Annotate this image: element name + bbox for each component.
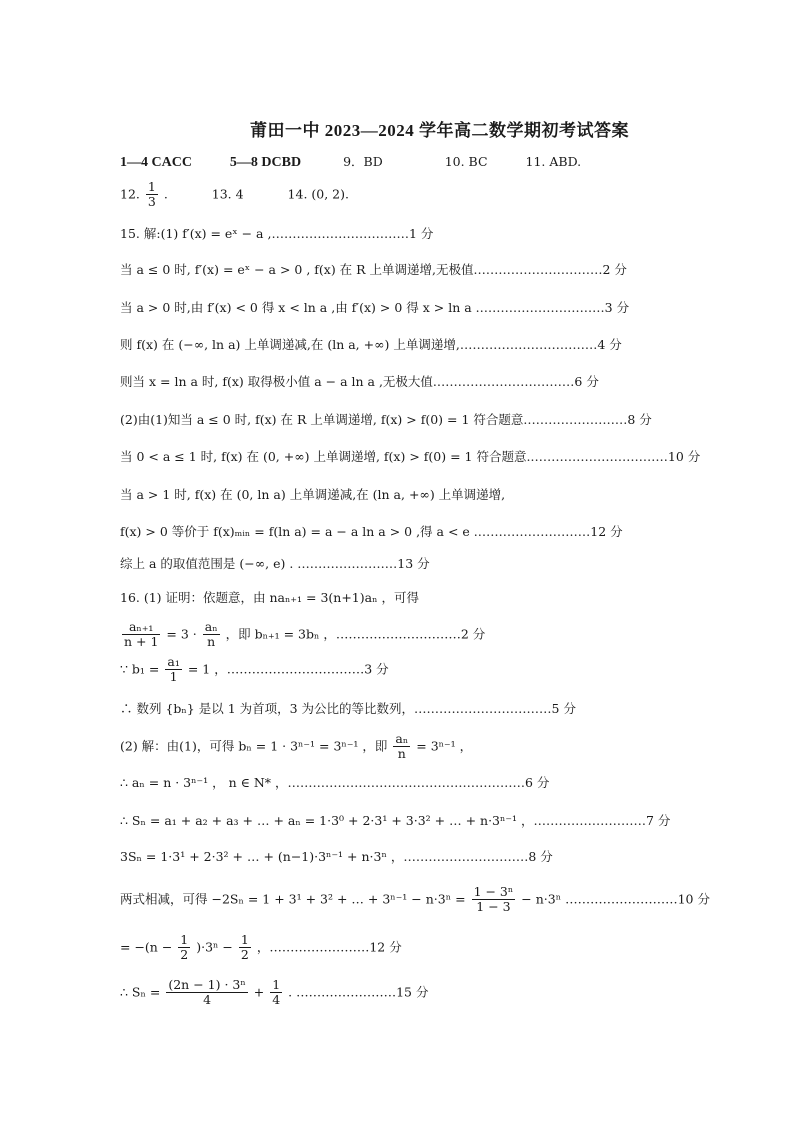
text: . ……………………15 分 [288,984,429,1000]
q16-line-6: ∴ aₙ = n · 3ⁿ⁻¹ ， n ∈ N* ，…………………………………………………6 分 [120,775,550,790]
fraction-denominator: 1 − 3 [476,899,511,915]
answer-12-label: 12. [120,186,140,202]
fraction [270,978,282,1008]
text: + [253,984,265,1000]
q15-line-2: 当 a ≤ 0 时, f′(x) = eˣ − a > 0 , f(x) 在 R 上单调递增,无极值.…………………………2 分 [120,262,627,277]
q16-line-1: 16. (1) 证明：依题意，由 naₙ₊₁ = 3(n+1)aₙ ，可得 [120,590,419,605]
text: )·3ⁿ − [196,939,233,955]
q16-line-2 [120,620,485,650]
fraction-denominator: 2 [180,947,189,963]
text: ，……………………12 分 [256,939,402,955]
q15-line-9: f(x) > 0 等价于 f(x)ₘᵢₙ = f(ln a) = a − a ln a > 0 ,得 a < e .………………………12 分 [120,524,623,539]
answer-12-end: . [163,186,168,202]
q16-line-7: ∴ Sₙ = a₁ + a₂ + a₃ + … + aₙ = 1·3⁰ + 2·3¹ + 3·3² + … + n·3ⁿ⁻¹ ，………………………7 分 [120,813,671,828]
text: − n·3ⁿ ………………………10 分 [521,891,710,907]
q15-line-4: 则 f(x) 在 (−∞, ln a) 上单调递减,在 (ln a, +∞) 上单调递增,……………………………4 分 [120,337,622,352]
text: 两式相减，可得 −2Sₙ = 1 + 3¹ + 3² + … + 3ⁿ⁻¹ − n·3ⁿ = [120,891,466,907]
fraction-denominator: n [207,634,216,650]
fraction [178,933,190,963]
fraction [393,732,410,762]
q16-line-11 [120,978,428,1008]
answers-row-2 [120,180,349,210]
fraction-numerator: 1 − 3ⁿ [473,884,514,899]
q15-line-6: (2)由(1)知当 a ≤ 0 时, f(x) 在 R 上单调递增, f(x) > f(0) = 1 符合题意.……………………8 分 [120,412,652,427]
fraction [122,620,160,650]
fraction-numerator: 1 [240,932,249,947]
text: = 3 · [166,626,197,642]
fraction-numerator: 1 [147,179,156,194]
fraction-denominator: 4 [272,992,281,1008]
q15-line-8: 当 a > 1 时, f(x) 在 (0, ln a) 上单调递减,在 (ln a, +∞) 上单调递增, [120,487,506,502]
fraction-numerator: 1 [180,932,189,947]
fraction-numerator: aₙ [204,619,218,634]
fraction-denominator: n [397,746,406,762]
q16-line-5 [120,732,472,762]
answer-1-4: 1—4 CACC [120,155,192,170]
text: ∴ Sₙ = [120,984,161,1000]
fraction [166,978,247,1008]
text: = 3ⁿ⁻¹ ， [416,738,473,754]
answer-10: 10. BC [444,154,488,169]
q16-line-10 [120,933,402,963]
q16-line-4: ∴ 数列 {bₙ} 是以 1 为首项，3 为公比的等比数列，……………………………5 分 [120,701,576,716]
q15-line-3: 当 a > 0 时,由 f′(x) < 0 得 x < ln a ,由 f′(x) > 0 得 x > ln a .…………………………3 分 [120,300,630,315]
text: ，即 bₙ₊₁ = 3bₙ ，…………………………2 分 [225,626,486,642]
fraction-denominator: 1 [169,669,178,685]
answer-14: 14. (0, 2). [287,186,349,202]
page-title: 莆田一中 2023—2024 学年高二数学期初考试答案 [250,121,629,140]
fraction-denominator: 3 [147,194,156,210]
fraction-numerator: (2n − 1) · 3ⁿ [168,977,246,992]
answer-13: 13. 4 [211,186,244,202]
text: (2) 解：由(1)，可得 bₙ = 1 · 3ⁿ⁻¹ = 3ⁿ⁻¹ ，即 [120,738,388,754]
q16-line-3 [120,655,389,685]
q15-line-5: 则当 x = ln a 时, f(x) 取得极小值 a − a ln a ,无极大值.……………………………6 分 [120,374,599,389]
q15-line-10: 综上 a 的取值范围是 (−∞, e) . ……………………13 分 [120,556,430,571]
text: = −(n − [120,939,173,955]
fraction-denominator: 2 [240,947,249,963]
answer-11: 11. ABD. [525,154,582,169]
fraction [239,933,251,963]
fraction-numerator: aₙ₊₁ [122,620,160,635]
text: ∵ b₁ = [120,661,160,677]
fraction [165,655,181,685]
fraction-denominator: 4 [203,992,212,1008]
fraction [472,885,516,915]
q15-line-7: 当 0 < a ≤ 1 时, f(x) 在 (0, +∞) 上单调递增, f(x) > f(0) = 1 符合题意.……………………………10 分 [120,449,701,464]
fraction-numerator: a₁ [167,654,180,669]
answers-row-1 [120,156,581,170]
fraction-numerator: aₙ [395,731,409,746]
answer-9: 9．BD [343,154,383,169]
fraction-numerator: 1 [272,977,281,992]
answer-5-8: 5—8 DCBD [229,155,302,170]
q15-line-1: 15. 解:(1) f′(x) = eˣ − a ,……………………………1 分 [120,226,434,241]
fraction [203,620,220,650]
q16-line-9 [120,885,710,915]
answer-12-fraction [146,180,158,210]
text: = 1 ，……………………………3 分 [187,661,389,677]
fraction-denominator: n + 1 [124,634,159,650]
q16-line-8: 3Sₙ = 1·3¹ + 2·3² + … + (n−1)·3ⁿ⁻¹ + n·3ⁿ ，…………………………8 分 [120,849,553,864]
